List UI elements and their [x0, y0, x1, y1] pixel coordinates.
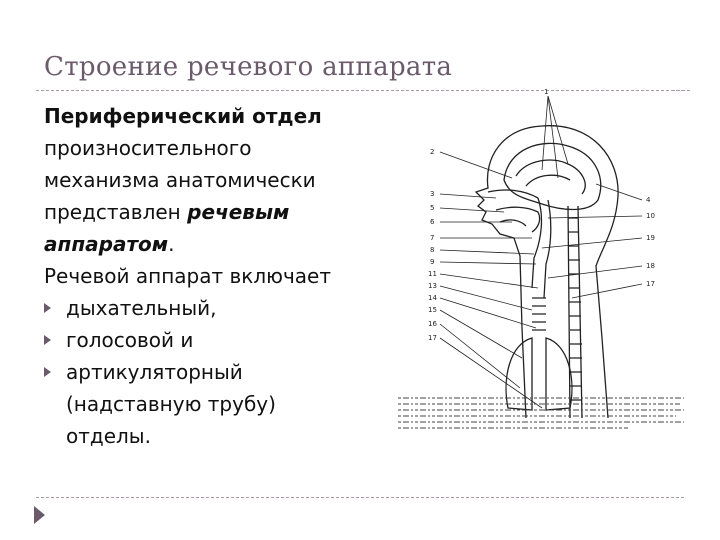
figure-number-left: 17 [428, 334, 437, 342]
figure-number-left: 2 [430, 148, 435, 156]
figure-number-left: 14 [428, 294, 437, 302]
bullet-item [44, 292, 374, 324]
bullet-label-cont: (надставную трубу) [66, 392, 276, 416]
figure-number-right: 4 [646, 196, 651, 204]
bullet-arrow-icon [44, 367, 51, 377]
figure-number-left: 9 [430, 258, 435, 266]
slide-title: Строение речевого аппарата [44, 52, 453, 82]
figure-number-left: 16 [428, 320, 437, 328]
figure-legend-lines [398, 394, 688, 430]
figure-number-left: 15 [428, 306, 437, 314]
bullet-item [44, 356, 374, 452]
bullet-list [44, 292, 374, 452]
intro-paragraph [44, 100, 374, 260]
intro-period: . [168, 232, 175, 256]
intro-line-2: произносительного [44, 136, 252, 160]
figure-number-left: 3 [430, 190, 435, 198]
figure-number-left: 13 [428, 282, 437, 290]
title-divider-right [672, 90, 690, 91]
figure-number-left: 5 [430, 204, 435, 212]
figure-number-right: 17 [646, 280, 655, 288]
bullet-arrow-icon [44, 335, 51, 345]
intro-line-3: механизма анатомически [44, 168, 316, 192]
intro-line-1: Периферический отдел [44, 104, 322, 128]
figure-number-left: 7 [430, 234, 435, 242]
figure-number-right: 19 [646, 234, 655, 242]
bullet-label: дыхательный, [66, 296, 217, 320]
figure-number-left: 6 [430, 218, 435, 226]
slide-body [44, 100, 374, 452]
figure-number-right: 1 [544, 88, 549, 96]
bullet-arrow-icon [44, 303, 51, 313]
intro-emphasis-2: аппаратом [44, 232, 169, 256]
bullet-item [44, 324, 374, 356]
figure-number-left: 8 [430, 246, 435, 254]
bullet-label: артикуляторный [66, 360, 243, 384]
bullet-label: голосовой и [66, 328, 194, 352]
figure-number-right: 18 [646, 262, 655, 270]
speech-apparatus-diagram [392, 88, 682, 438]
figure-number-left: 11 [428, 270, 437, 278]
includes-text: Речевой аппарат включает [44, 264, 332, 288]
intro-line-4: представлен [44, 200, 188, 224]
intro-emphasis-1: речевым [187, 200, 290, 224]
footer-divider [36, 497, 684, 498]
bullet-label-cont: отделы. [66, 424, 151, 448]
nav-arrow-icon [34, 506, 45, 524]
figure-number-right: 10 [646, 212, 655, 220]
